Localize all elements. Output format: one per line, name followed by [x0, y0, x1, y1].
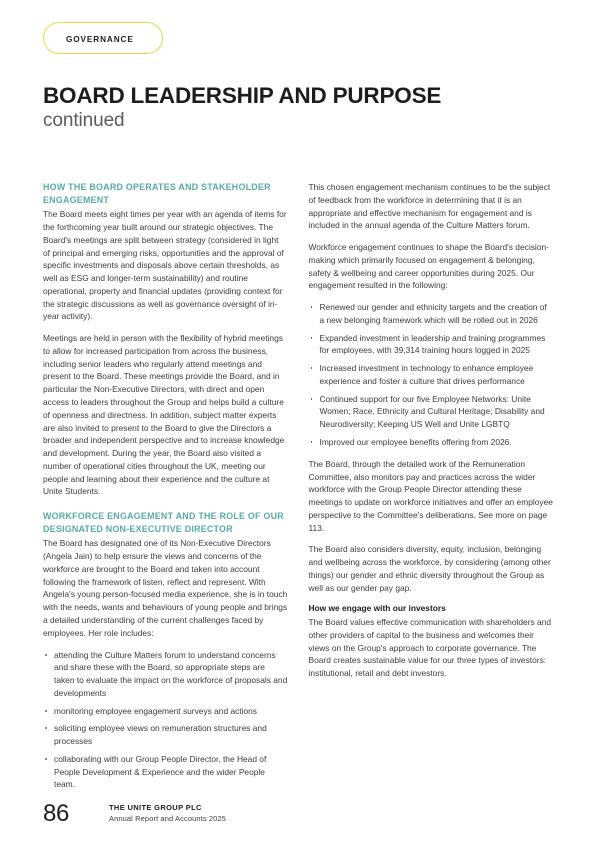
list-item: collaborating with our Group People Director, the Head of People Development & Experience and the wider People team. [43, 753, 288, 791]
list-item: attending the Culture Matters forum to understand concerns and share these with the Board, so appropriate steps are taken to evaluate the impact on the workforce of proposals and developments [43, 649, 288, 700]
page-footer [43, 802, 226, 826]
page-number: 86 [43, 800, 70, 827]
footer-text-block [109, 803, 226, 826]
left-paragraph-3: The Board has designated one of its Non-Executive Directors (Angela Jain) to help ensure the views and concerns of the workforce are brought to the Board and taken into account following the framework of listen, reflect and represent. With Angela's young person-focused media experience, she is in touch with the needs, wants and behaviours of young people and brings a detailed understanding of the current challenges faced by employees. Her role includes: [43, 538, 288, 638]
section-badge-label: GOVERNANCE [66, 35, 134, 44]
list-item: soliciting employee views on remuneration structures and processes [43, 722, 288, 748]
left-column [43, 181, 288, 800]
list-item: Renewed our gender and ethnicity targets and the creation of a new belonging framework which will be rolled out in 2026 [309, 301, 554, 327]
left-paragraph-1: The Board meets eight times per year with an agenda of items for the forthcoming year built around our strategic objectives. The Board's meetings are split between strategy (considered in light of principal and emerging risks, opportunities and the approval of specific investments and disposals above certain thresholds, as well as ESG and longer-term sustainability) and routine operational, property and financial updates (providing context for the strategic discussions as well as governance oversight of in-year activity). [43, 209, 287, 322]
page-title: BOARD LEADERSHIP AND PURPOSE [43, 83, 442, 108]
right-bullet-list [309, 301, 554, 449]
right-paragraph-3: The Board, through the detailed work of the Remuneration Committee, also monitors pay and practices across the wider workforce with the Group People Director attending these meetings to update on workforce initiatives and offer an employee perspective to the Committee's deliberations. See more on page 113. [308, 458, 553, 533]
list-item: Continued support for our five Employee Networks: Unite Women; Race, Ethnicity and Cultural Heritage; Disability and Neurodiversity; Keeping US Well and Unite LGBTQ [309, 393, 554, 431]
page-subtitle: continued [43, 110, 125, 132]
page-header [43, 22, 557, 133]
content-columns [43, 181, 553, 800]
right-sub-heading: How we engage with our investors [308, 603, 446, 614]
left-paragraph-2: Meetings are held in person with the flexibility of hybrid meetings to allow for increased participation from across the business, including senior leaders who regularly attend meetings and present to the Board. These meetings provide the Board, and in particular the Non-Executive Directors, with direct and open access to leaders throughout the Group and helps build a culture of openness and directness. In addition, subject matter experts are also invited to present to the Board to give the Directors a broader and independent perspective and to increase knowledge and development. During the year, the Board also visited a number of operational cities throughout the UK, meeting our people and learning about their experience and the culture at Unite Students. [43, 333, 285, 497]
footer-report-name: Annual Report and Accounts 2025 [109, 814, 226, 824]
left-section-heading-1: HOW THE BOARD OPERATES AND STAKEHOLDER ENGAGEMENT [43, 182, 271, 205]
footer-company-name: THE UNITE GROUP PLC [109, 803, 202, 813]
list-item: monitoring employee engagement surveys and actions [43, 705, 288, 718]
list-item: Increased investment in technology to enhance employee experience and foster a culture that drives performance [309, 362, 554, 388]
list-item: Expanded investment in leadership and training programmes for employees, with 39,314 training hours logged in 2025 [309, 332, 554, 358]
right-paragraph-4: The Board also considers diversity, equity, inclusion, belonging and wellbeing across the workforce, by considering (among other things) our gender and ethnic diversity throughout the Group as well as our gender pay gap. [308, 544, 551, 593]
right-paragraph-2: Workforce engagement continues to shape the Board's decision-making which primarily focused on engagement & belonging, safety & wellbeing and career opportunities during 2025. Our engagement resulted in the following: [308, 242, 549, 291]
right-paragraph-5: The Board values effective communication with shareholders and other providers of capital to the business and welcomes their views on the Group's approach to corporate governance. The Board creates sustainable value for our three types of investors: institutional, retail and debt investors. [308, 617, 552, 679]
list-item: Improved our employee benefits offering from 2026. [309, 436, 554, 449]
right-paragraph-1: This chosen engagement mechanism continues to be the subject of feedback from the workforce in determining that it is an appropriate and effective mechanism for engagement and is included in the annual agenda of the Culture Matters forum. [308, 182, 551, 231]
section-badge [43, 22, 163, 54]
right-column [309, 181, 554, 800]
left-bullet-list [43, 649, 288, 792]
left-section-heading-2: WORKFORCE ENGAGEMENT AND THE ROLE OF OUR DESIGNATED NON-EXECUTIVE DIRECTOR [43, 511, 284, 534]
page-title-block [43, 83, 557, 133]
